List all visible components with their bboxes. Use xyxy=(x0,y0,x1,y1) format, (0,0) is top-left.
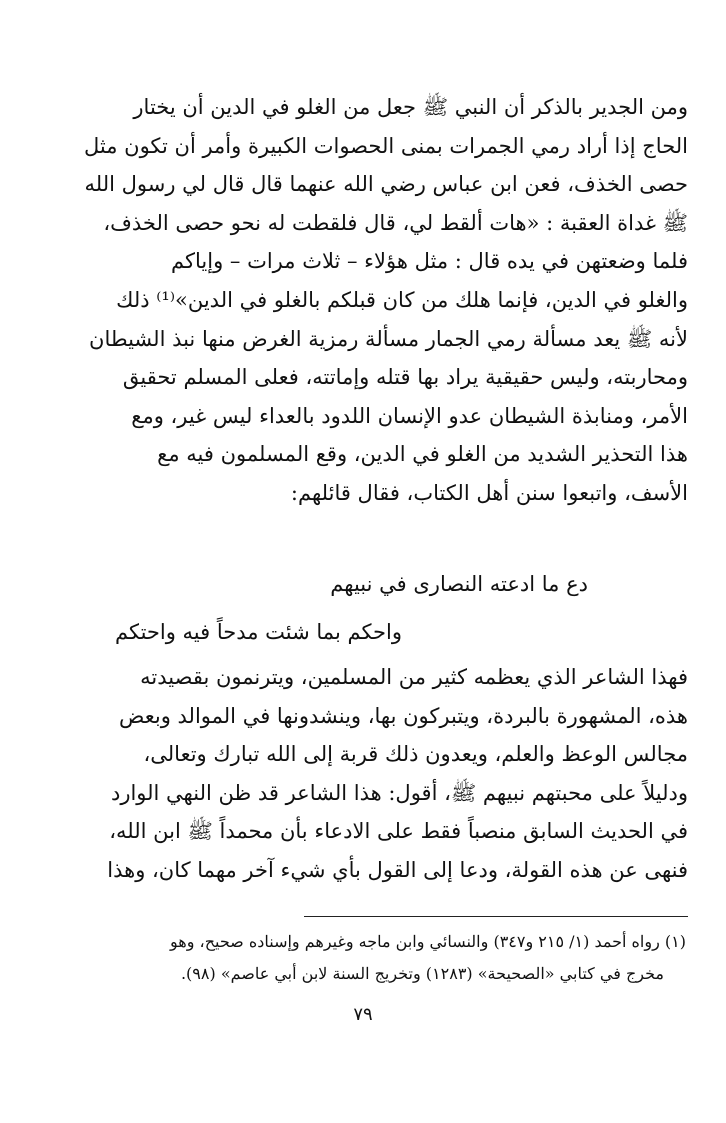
text-line: هذه، المشهورة بالبردة، ويتبركون بها، وينشدونها في الموالد وبعض xyxy=(119,703,688,728)
poem-verses xyxy=(66,560,688,656)
text-line: لأنه ﷺ يعد مسألة رمي الجمار مسألة رمزية الغرض منها نبذ الشيطان xyxy=(89,326,688,351)
text-line: ودليلاً على محبتهم نبيهم ﷺ، أقول: هذا الشاعر قد ظن النهي الوارد xyxy=(110,780,688,805)
paragraph-second xyxy=(66,658,688,890)
paragraph-main xyxy=(66,88,688,513)
text-line: الأسف، واتبعوا سنن أهل الكتاب، فقال قائلهم: xyxy=(290,480,688,505)
text-line: هذا التحذير الشديد من الغلو في الدين، وقع المسلمون فيه مع xyxy=(157,442,688,467)
text-line: في الحديث السابق منصباً فقط على الادعاء بأن محمداً ﷺ ابن الله، xyxy=(109,819,688,844)
footnote-separator xyxy=(304,916,688,917)
text-line: ومن الجدير بالذكر أن النبي ﷺ جعل من الغلو في الدين أن يختار xyxy=(133,95,688,119)
poem-verse-first: دع ما ادعته النصارى في نبيهم xyxy=(330,572,588,596)
poem-verse-second: واحكم بما شئت مدحاً فيه واحتكم xyxy=(115,620,402,644)
text-line: ومحاربته، وليس حقيقية يراد بها قتله وإماتته، فعلى المسلم تحقيق xyxy=(122,365,688,390)
text-line: ﷺ غداة العقبة : «هات ألقط لي، قال فلقطت له نحو حصى الخذف، xyxy=(103,210,688,235)
text-line: فنهى عن هذه القولة، ودعا إلى القول بأي شيء آخر مهما كان، وهذا xyxy=(107,857,688,882)
text-line: الحاج إذا أراد رمي الجمرات بمنى الحصوات الكبيرة وأمر أن تكون مثل xyxy=(83,133,688,158)
text-line: فلما وضعتهن في يده قال : مثل هؤلاء – ثلاث مرات – وإياكم xyxy=(171,249,688,274)
text-line: الأمر، ومنابذة الشيطان عدو الإنسان اللدود بالعداء ليس غير، ومع xyxy=(131,403,688,428)
page-number: ٧٩ xyxy=(353,1004,373,1025)
text-line: والغلو في الدين، فإنما هلك من كان قبلكم بالغلو في الدين»⁽¹⁾ ذلك xyxy=(116,287,688,312)
footnote-line: مخرج في كتابي «الصحيحة» (١٢٨٣) وتخريج السنة لابن أبي عاصم» (٩٨). xyxy=(180,964,664,983)
footnote-line: (١) رواه أحمد (١/ ٢١٥ و٣٤٧) والنسائي وابن ماجه وغيرهم وإسناده صحيح، وهو xyxy=(170,932,686,951)
text-line: فهذا الشاعر الذي يعظمه كثير من المسلمين، ويترنمون بقصيدته xyxy=(140,665,688,689)
text-line: حصى الخذف، فعن ابن عباس رضي الله عنهما قال قال لي رسول الله xyxy=(84,172,688,197)
text-line: مجالس الوعظ والعلم، ويعدون ذلك قربة إلى الله تبارك وتعالى، xyxy=(143,742,688,767)
footnotes xyxy=(86,926,686,990)
